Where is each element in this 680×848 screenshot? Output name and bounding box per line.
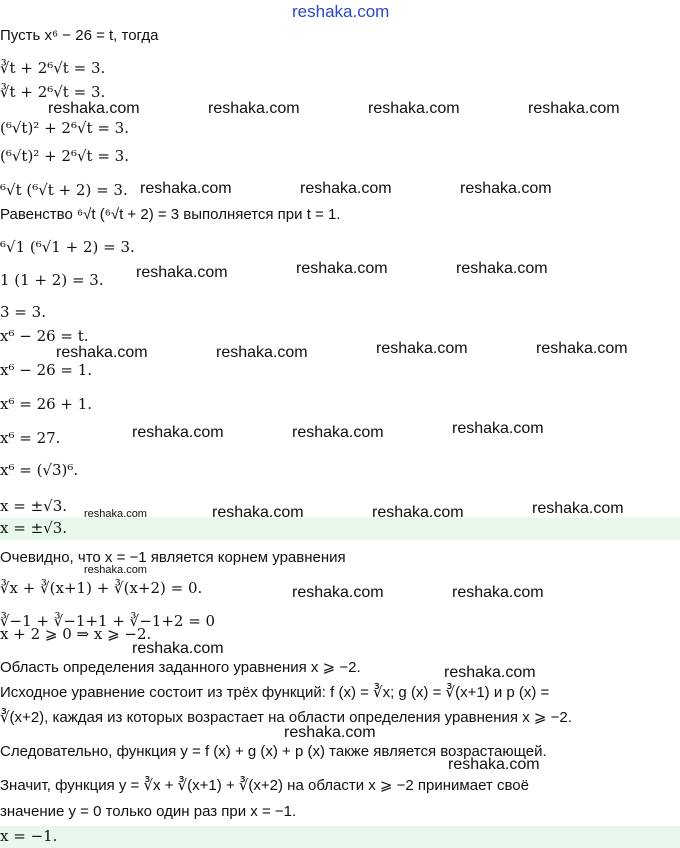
solution-line: x + 2 ⩾ 0 ⇒ x ⩾ −2. (0, 625, 152, 643)
solution-line: Значит, функция y = ∛x + ∛(x+1) + ∛(x+2) на области x ⩾ −2 принимает своё (0, 777, 529, 794)
watermark: reshaka.com (84, 508, 147, 520)
watermark: reshaka.com (292, 424, 384, 441)
answer-line: x = −1. (0, 826, 680, 848)
solution-line: 1 (1 + 2) = 3. (0, 271, 104, 289)
solution-line: (⁶√t)² + 2⁶√t = 3. (0, 147, 129, 165)
solution-line: Пусть x⁶ − 26 = t, тогда (0, 27, 159, 44)
solution-line: Следовательно, функция y = f (x) + g (x) + p (x) также является возрастающей. (0, 743, 547, 760)
solution-line: x⁶ = 26 + 1. (0, 395, 93, 413)
watermark: reshaka.com (460, 180, 552, 197)
watermark: reshaka.com (444, 664, 536, 681)
watermark: reshaka.com (368, 100, 460, 117)
solution-line: Равенство ⁶√t (⁶√t + 2) = 3 выполняется при t = 1. (0, 206, 341, 223)
solution-line: x = ±√3. (0, 497, 68, 515)
answer-line: x = ±√3. (0, 518, 680, 540)
watermark: reshaka.com (216, 344, 308, 361)
watermark: reshaka.com (140, 180, 232, 197)
watermark: reshaka.com (456, 260, 548, 277)
solution-line: 3 = 3. (0, 303, 46, 321)
watermark: reshaka.com (532, 500, 624, 517)
watermark: reshaka.com (84, 564, 147, 576)
watermark: reshaka.com (56, 344, 148, 361)
watermark: reshaka.com (536, 340, 628, 357)
solution-line: ∛t + 2⁶√t = 3. (0, 83, 106, 101)
watermark: reshaka.com (48, 100, 140, 117)
solution-line: x⁶ = (√3)⁶. (0, 461, 79, 479)
watermark: reshaka.com (528, 100, 620, 117)
solution-line: ⁶√1 (⁶√1 + 2) = 3. (0, 238, 135, 256)
watermark: reshaka.com (292, 584, 384, 601)
solution-line: ∛t + 2⁶√t = 3. (0, 59, 106, 77)
watermark: reshaka.com (208, 100, 300, 117)
solution-line-clipped: ∛−1 + ∛−1+1 + ∛−1+2 = 0 (0, 612, 216, 630)
solution-line: Исходное уравнение состоит из трёх функций: f (x) = ∛x; g (x) = ∛(x+1) и p (x) = (0, 684, 550, 701)
watermark: reshaka.com (132, 424, 224, 441)
watermark: reshaka.com (296, 260, 388, 277)
solution-line: ∛(x+2), каждая из которых возрастает на области определения уравнения x ⩾ −2. (0, 709, 572, 726)
solution-line: ⁶√t (⁶√t + 2) = 3. (0, 181, 128, 199)
watermark: reshaka.com (132, 640, 224, 657)
watermark: reshaka.com (300, 180, 392, 197)
watermark: reshaka.com (136, 264, 228, 281)
solution-line: Область определения заданного уравнения x ⩾ −2. (0, 659, 361, 676)
solution-line: Очевидно, что x = −1 является корнем уравнения (0, 549, 346, 566)
watermark: reshaka.com (452, 420, 544, 437)
site-header-link[interactable]: reshaka.com (292, 2, 390, 21)
watermark: reshaka.com (372, 504, 464, 521)
watermark: reshaka.com (452, 584, 544, 601)
solution-line: x⁶ − 26 = t. (0, 327, 89, 345)
watermark: reshaka.com (448, 756, 540, 773)
solution-line: x⁶ − 26 = 1. (0, 361, 93, 379)
watermark: reshaka.com (376, 340, 468, 357)
watermark: reshaka.com (212, 504, 304, 521)
solution-line: значение y = 0 только один раз при x = −1. (0, 803, 297, 820)
solution-line: (⁶√t)² + 2⁶√t = 3. (0, 119, 129, 137)
solution-line: ∛x + ∛(x+1) + ∛(x+2) = 0. (0, 579, 203, 597)
solution-line: x⁶ = 27. (0, 429, 61, 447)
watermark: reshaka.com (284, 724, 376, 741)
